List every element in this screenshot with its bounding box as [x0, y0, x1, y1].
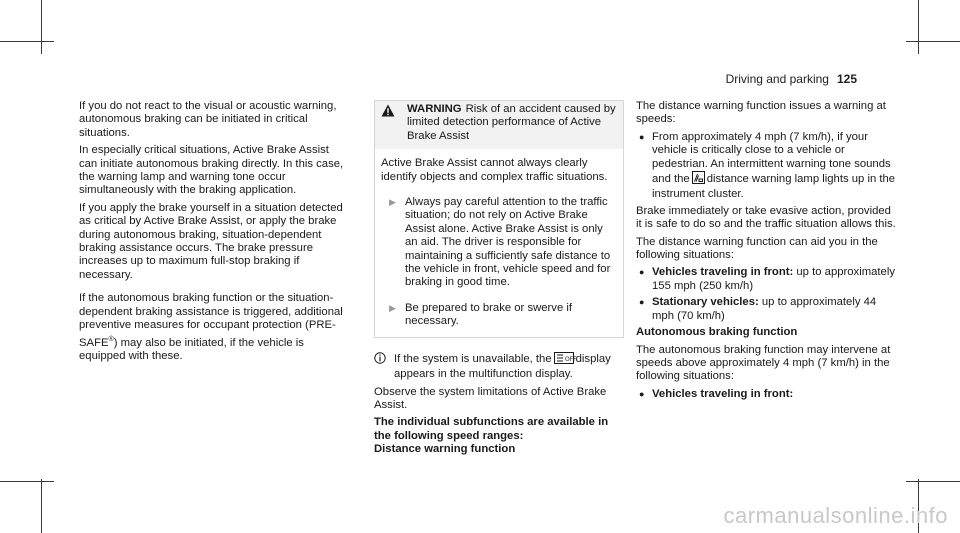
crop-mark: [906, 481, 960, 482]
paragraph: The autonomous braking function may intervene at speeds above approximately 4 mph (7 km/h) in the following situations:: [636, 343, 891, 383]
arrow-right-icon: ▶: [389, 197, 396, 208]
registered-mark: ®: [108, 335, 114, 343]
crop-mark: [0, 41, 54, 42]
crop-mark: [906, 41, 960, 42]
list-item: [636, 266, 898, 293]
paragraph: Brake immediately or take evasive action, provided it is safe to do so and the traffic situation allows this.: [636, 204, 896, 231]
assist-off-icon: [554, 352, 577, 368]
list-item-text: [652, 266, 898, 293]
section-title: Driving and parking: [725, 72, 829, 86]
paragraph: Observe the system limitations of Active Brake Assist.: [374, 385, 607, 411]
list-item: [636, 388, 898, 401]
text-run: ) may also be initiated, if the vehicle is equipped with these.: [79, 336, 304, 362]
text-run: From approximately 4 mph (7 km/h), if your vehicle is critically close to a vehicle or pedestrian. An intermittent warning tone sounds and the: [652, 130, 891, 186]
subheading-autonomous-braking: Autonomous braking function: [636, 326, 798, 339]
bullet-icon: ●: [639, 131, 645, 142]
column-middle: [374, 100, 624, 461]
crop-mark: [0, 481, 54, 482]
warning-step: [381, 302, 617, 329]
info-icon: [374, 352, 394, 382]
step-text: Always pay careful attention to the traffic situation; do not rely on Active Brake Assist alone. Active Brake Assist is only an aid. The driver is responsible for maintaining a sufficiently safe distance to the vehicle in front, vehicle speed and for braking in good time.: [405, 196, 611, 289]
text-run: display appears in the multifunction display.: [394, 352, 611, 381]
bullet-icon: ●: [639, 267, 645, 278]
list-item-label: Vehicles traveling in front:: [652, 387, 794, 400]
watermark: carmanualsonline.info: [723, 503, 948, 528]
subheading-distance-warning: Distance warning function: [374, 443, 516, 456]
text-run: distance warning lamp lights up in the instrument cluster.: [652, 173, 896, 201]
warning-step: [381, 196, 617, 290]
page-number: 125: [836, 72, 857, 86]
warning-box: [374, 100, 624, 338]
crop-mark: [918, 0, 919, 54]
arrow-right-icon: ▶: [389, 302, 396, 313]
text-run: up to approximately 155 mph (250 km/h): [652, 266, 895, 292]
subheading: The individual subfunctions are available in the following speed ranges:: [374, 416, 609, 442]
paragraph: If you do not react to the visual or acoustic warning, autonomous braking can be initiated in critical situations.: [79, 100, 337, 139]
step-text: Be prepared to brake or swerve if necessary.: [405, 301, 573, 328]
paragraph: If you apply the brake yourself in a situation detected as critical by Active Brake Assist, or apply the brake during autonomous braking, situation-dependent braking assistance occurs. The brake pressure increases up to maximum full-stop braking if necessary.: [79, 201, 343, 281]
paragraph: The distance warning function issues a warning at speeds:: [636, 100, 886, 126]
text-run: If the autonomous braking function or the situation-dependent braking assistance is triggered, additional preventive measures for occupant protection (PRE-SAFE: [79, 292, 343, 349]
info-note: [374, 352, 624, 382]
crop-mark: [41, 0, 42, 54]
list-item-text: [652, 296, 898, 323]
distance-warning-lamp-icon: [692, 171, 705, 188]
warning-text: Risk of an accident caused by limited detection performance of Active Brake Assist: [407, 103, 616, 142]
text-run: up to approximately 44 mph (70 km/h): [652, 296, 877, 322]
bullet-icon: ●: [639, 297, 645, 308]
warning-triangle-icon: [381, 103, 407, 143]
warning-heading-text: [407, 103, 617, 143]
crop-mark: [41, 479, 42, 533]
list-item: [636, 296, 898, 323]
list-item-label: Vehicles traveling in front:: [652, 266, 794, 279]
paragraph-pre-safe: [79, 292, 349, 363]
bullet-icon: ●: [639, 388, 645, 399]
list-item-text: [652, 131, 898, 202]
warning-title: WARNING: [407, 103, 462, 115]
list-item: [636, 131, 898, 202]
paragraph: In especially critical situations, Active Brake Assist can initiate autonomous braking directly. In this case, the warning lamp and warning tone occur simultaneously with the braking application.: [79, 144, 344, 197]
column-left: [79, 100, 349, 367]
text-run: If the system is unavailable, the: [394, 352, 552, 365]
warning-body: Active Brake Assist cannot always clearly identify objects and complex traffic situations.: [381, 157, 608, 183]
column-right: [636, 100, 898, 404]
svg-text:OFF: OFF: [564, 355, 577, 363]
paragraph: The distance warning function can aid you in the following situations:: [636, 235, 878, 262]
note-text: [394, 352, 624, 382]
running-header: [726, 72, 857, 86]
list-item-label: Stationary vehicles:: [652, 296, 759, 309]
warning-header: [375, 101, 623, 149]
